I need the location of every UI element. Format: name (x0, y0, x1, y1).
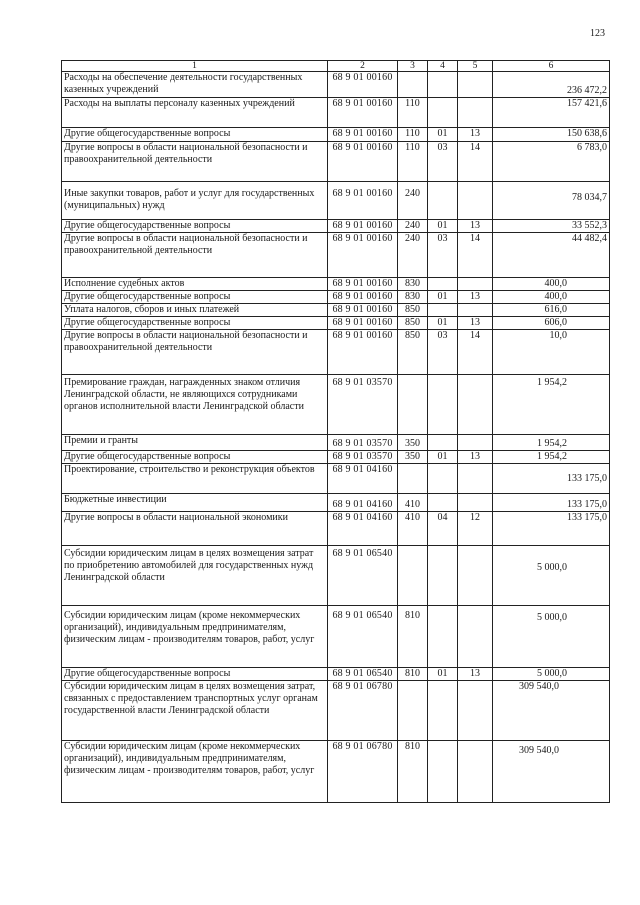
row-pr (458, 375, 493, 435)
row-pr: 13 (458, 317, 493, 330)
table-row (62, 375, 610, 435)
row-code: 68 9 01 00160 (328, 317, 398, 330)
row-rz (428, 741, 458, 803)
row-pr: 12 (458, 512, 493, 546)
row-sum: 133 175,0 (493, 494, 610, 512)
table-row (62, 668, 610, 681)
budget-table (61, 60, 610, 803)
row-rz: 01 (428, 668, 458, 681)
row-name: Другие общегосударственные вопросы (62, 128, 328, 142)
row-name: Субсидии юридическим лицам в целях возмещения затрат по приобретению автомобилей для государственных нужд Ленинградской области (62, 546, 328, 606)
table-row (62, 278, 610, 291)
table-header-row (62, 61, 610, 72)
row-rz (428, 464, 458, 494)
row-pr: 14 (458, 330, 493, 375)
row-rz (428, 606, 458, 668)
row-name: Расходы на обеспечение деятельности государственных казенных учреждений (62, 72, 328, 98)
row-code: 68 9 01 00160 (328, 291, 398, 304)
row-vr: 240 (398, 182, 428, 220)
row-vr: 810 (398, 668, 428, 681)
row-code: 68 9 01 06780 (328, 681, 398, 741)
row-sum: 157 421,6 (493, 98, 610, 128)
row-vr: 240 (398, 220, 428, 233)
row-name: Иные закупки товаров, работ и услуг для государственных (муниципальных) нужд (62, 182, 328, 220)
row-code: 68 9 01 04160 (328, 494, 398, 512)
column-header: 2 (328, 61, 398, 72)
row-pr (458, 182, 493, 220)
table-row (62, 546, 610, 606)
table-row (62, 128, 610, 142)
table-row (62, 512, 610, 546)
column-header: 5 (458, 61, 493, 72)
table-row (62, 220, 610, 233)
row-code: 68 9 01 00160 (328, 330, 398, 375)
table-row (62, 330, 610, 375)
row-name: Другие общегосударственные вопросы (62, 317, 328, 330)
row-pr: 13 (458, 128, 493, 142)
row-code: 68 9 01 00160 (328, 128, 398, 142)
row-code: 68 9 01 06540 (328, 668, 398, 681)
row-sum: 1 954,2 (493, 451, 610, 464)
row-sum: 606,0 (493, 317, 610, 330)
row-vr: 830 (398, 291, 428, 304)
row-sum: 236 472,2 (493, 72, 610, 98)
table-row (62, 142, 610, 182)
row-name: Другие вопросы в области национальной безопасности и правоохранительной деятельности (62, 330, 328, 375)
row-vr: 810 (398, 741, 428, 803)
row-sum: 33 552,3 (493, 220, 610, 233)
row-code: 68 9 01 06540 (328, 606, 398, 668)
row-sum: 150 638,6 (493, 128, 610, 142)
row-vr (398, 681, 428, 741)
row-sum: 78 034,7 (493, 182, 610, 220)
row-sum: 309 540,0 (493, 741, 610, 803)
row-rz (428, 278, 458, 291)
row-name: Другие общегосударственные вопросы (62, 220, 328, 233)
table-row (62, 98, 610, 128)
row-code: 68 9 01 00160 (328, 182, 398, 220)
row-code: 68 9 01 00160 (328, 72, 398, 98)
row-rz: 03 (428, 330, 458, 375)
row-name: Исполнение судебных актов (62, 278, 328, 291)
row-code: 68 9 01 03570 (328, 375, 398, 435)
column-header: 4 (428, 61, 458, 72)
row-vr (398, 375, 428, 435)
row-vr: 850 (398, 330, 428, 375)
row-rz: 01 (428, 451, 458, 464)
row-vr: 110 (398, 98, 428, 128)
row-name: Субсидии юридическим лицам (кроме некоммерческих организаций), индивидуальным предпринимателям, физическим лицам - производителям товаров, работ, услуг (62, 741, 328, 803)
row-rz (428, 182, 458, 220)
row-code: 68 9 01 00160 (328, 142, 398, 182)
row-vr (398, 464, 428, 494)
table-row (62, 304, 610, 317)
table-row (62, 233, 610, 278)
row-code: 68 9 01 00160 (328, 233, 398, 278)
row-code: 68 9 01 03570 (328, 435, 398, 451)
row-sum: 44 482,4 (493, 233, 610, 278)
table-row (62, 681, 610, 741)
row-sum: 400,0 (493, 278, 610, 291)
row-rz (428, 435, 458, 451)
row-pr (458, 741, 493, 803)
row-sum: 6 783,0 (493, 142, 610, 182)
row-code: 68 9 01 03570 (328, 451, 398, 464)
row-rz: 03 (428, 142, 458, 182)
row-pr: 13 (458, 291, 493, 304)
row-code: 68 9 01 04160 (328, 464, 398, 494)
table-row (62, 606, 610, 668)
row-sum: 400,0 (493, 291, 610, 304)
row-pr (458, 278, 493, 291)
row-sum: 5 000,0 (493, 546, 610, 606)
row-name: Другие общегосударственные вопросы (62, 291, 328, 304)
row-pr: 13 (458, 668, 493, 681)
row-sum: 309 540,0 (493, 681, 610, 741)
row-vr: 110 (398, 128, 428, 142)
table-row (62, 182, 610, 220)
row-name: Премирование граждан, награжденных знаком отличия Ленинградской области, не являющихся сотрудниками органов исполнительной власти Ленинградской области (62, 375, 328, 435)
table-row (62, 451, 610, 464)
row-sum: 5 000,0 (493, 606, 610, 668)
row-pr (458, 72, 493, 98)
row-name: Проектирование, строительство и реконструкция объектов (62, 464, 328, 494)
row-sum: 133 175,0 (493, 512, 610, 546)
row-vr: 810 (398, 606, 428, 668)
row-rz (428, 546, 458, 606)
row-vr: 850 (398, 317, 428, 330)
row-pr (458, 464, 493, 494)
row-rz (428, 494, 458, 512)
page-number: 123 (590, 28, 605, 39)
row-pr: 13 (458, 451, 493, 464)
row-rz (428, 681, 458, 741)
row-rz: 01 (428, 317, 458, 330)
row-name: Другие вопросы в области национальной безопасности и правоохранительной деятельности (62, 233, 328, 278)
row-pr (458, 546, 493, 606)
row-name: Премии и гранты (62, 435, 328, 451)
row-name: Расходы на выплаты персоналу казенных учреждений (62, 98, 328, 128)
row-vr: 410 (398, 512, 428, 546)
table-row (62, 317, 610, 330)
row-name: Другие общегосударственные вопросы (62, 668, 328, 681)
row-rz (428, 72, 458, 98)
column-header: 3 (398, 61, 428, 72)
row-sum: 1 954,2 (493, 375, 610, 435)
row-vr: 110 (398, 142, 428, 182)
table-row (62, 435, 610, 451)
row-pr (458, 435, 493, 451)
row-code: 68 9 01 04160 (328, 512, 398, 546)
row-vr: 850 (398, 304, 428, 317)
row-code: 68 9 01 00160 (328, 220, 398, 233)
row-rz: 04 (428, 512, 458, 546)
row-pr (458, 304, 493, 317)
row-sum: 133 175,0 (493, 464, 610, 494)
row-vr: 410 (398, 494, 428, 512)
row-sum: 616,0 (493, 304, 610, 317)
row-rz: 01 (428, 291, 458, 304)
row-vr: 350 (398, 451, 428, 464)
table-row (62, 291, 610, 304)
row-sum: 5 000,0 (493, 668, 610, 681)
row-pr: 13 (458, 220, 493, 233)
row-rz (428, 375, 458, 435)
column-header: 1 (62, 61, 328, 72)
row-code: 68 9 01 00160 (328, 304, 398, 317)
row-pr: 14 (458, 233, 493, 278)
row-rz: 03 (428, 233, 458, 278)
row-name: Субсидии юридическим лицам в целях возмещения затрат, связанных с предоставлением транспортных услуг органам государственной власти Ленинградской области (62, 681, 328, 741)
row-pr (458, 494, 493, 512)
row-rz (428, 98, 458, 128)
row-code: 68 9 01 06780 (328, 741, 398, 803)
row-vr: 240 (398, 233, 428, 278)
row-name: Бюджетные инвестиции (62, 494, 328, 512)
row-vr (398, 72, 428, 98)
row-sum: 10,0 (493, 330, 610, 375)
row-pr (458, 681, 493, 741)
row-code: 68 9 01 00160 (328, 278, 398, 291)
row-name: Другие общегосударственные вопросы (62, 451, 328, 464)
row-rz: 01 (428, 128, 458, 142)
row-name: Другие вопросы в области национальной безопасности и правоохранительной деятельности (62, 142, 328, 182)
row-name: Другие вопросы в области национальной экономики (62, 512, 328, 546)
row-name: Уплата налогов, сборов и иных платежей (62, 304, 328, 317)
row-sum: 1 954,2 (493, 435, 610, 451)
row-vr (398, 546, 428, 606)
row-vr: 350 (398, 435, 428, 451)
row-pr (458, 606, 493, 668)
table-row (62, 494, 610, 512)
row-vr: 830 (398, 278, 428, 291)
table-row (62, 72, 610, 98)
row-pr (458, 98, 493, 128)
table-row (62, 741, 610, 803)
row-code: 68 9 01 06540 (328, 546, 398, 606)
row-code: 68 9 01 00160 (328, 98, 398, 128)
column-header: 6 (493, 61, 610, 72)
row-name: Субсидии юридическим лицам (кроме некоммерческих организаций), индивидуальным предпринимателям, физическим лицам - производителям товаров, работ, услуг (62, 606, 328, 668)
table-row (62, 464, 610, 494)
row-pr: 14 (458, 142, 493, 182)
row-rz: 01 (428, 220, 458, 233)
row-rz (428, 304, 458, 317)
